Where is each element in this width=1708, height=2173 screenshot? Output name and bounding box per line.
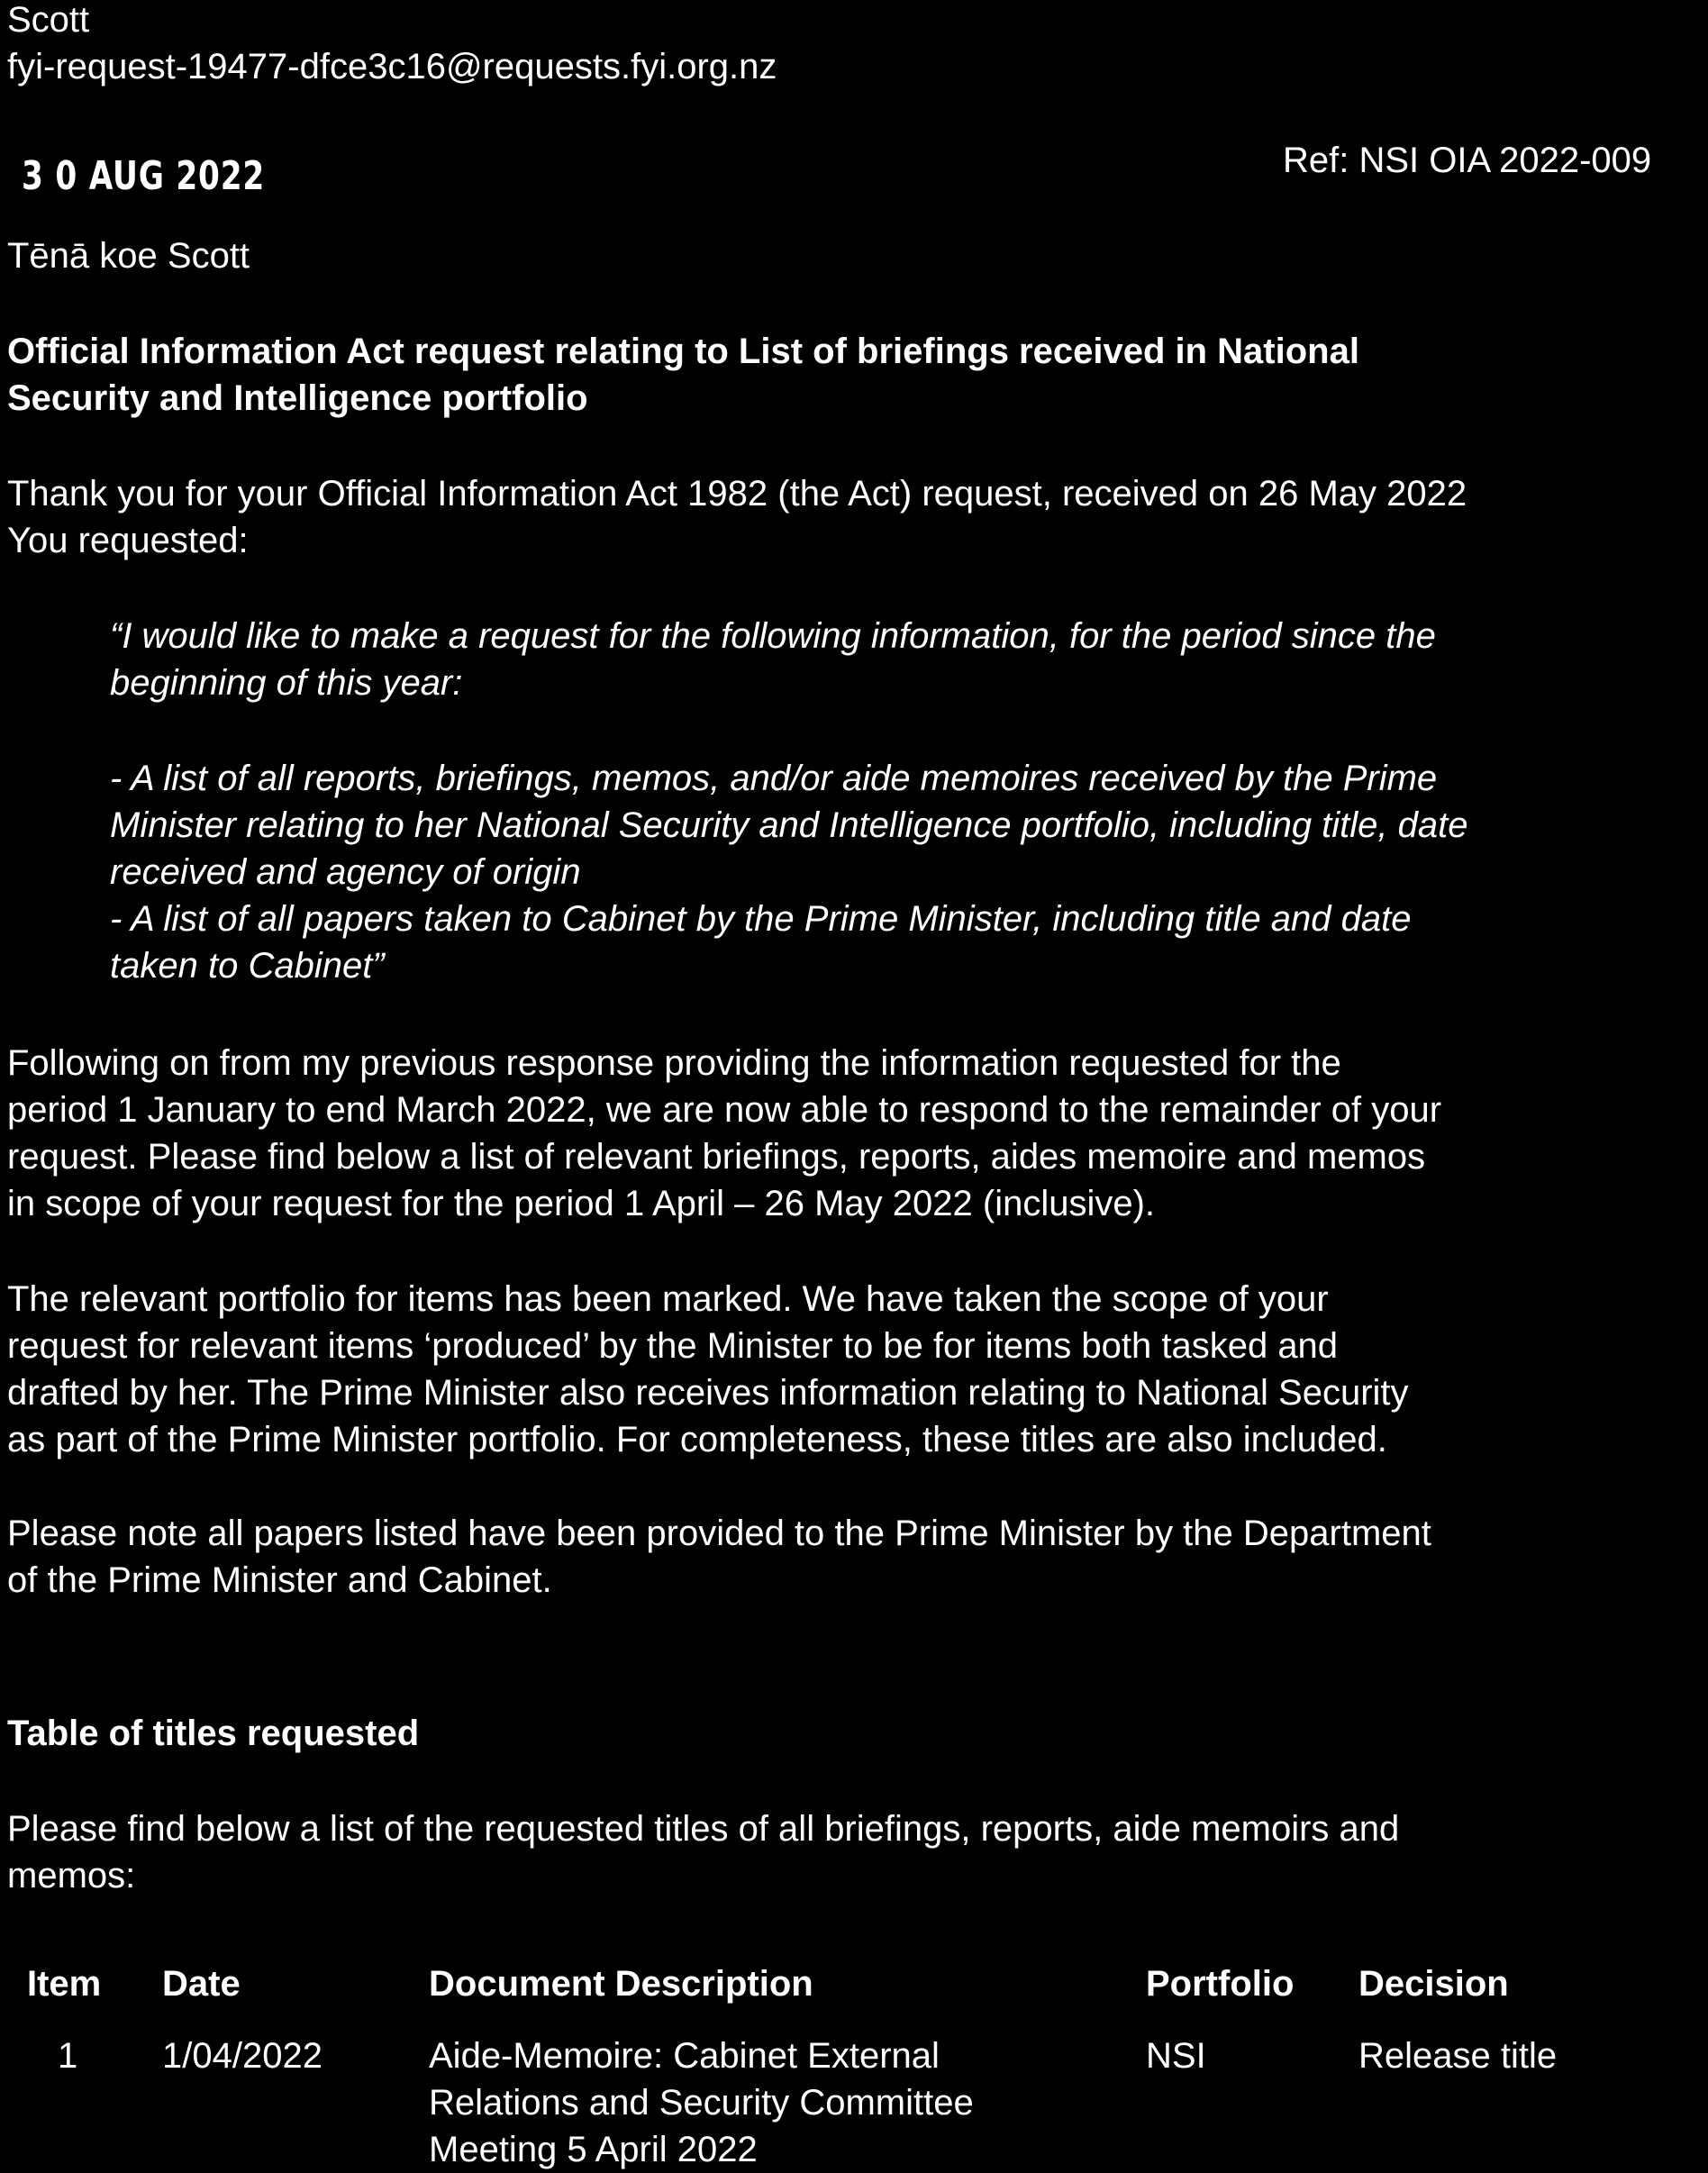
row-description-line-2: Relations and Security Committee bbox=[429, 2083, 974, 2123]
reference-number: Ref: NSI OIA 2022-009 bbox=[1283, 141, 1652, 180]
row-decision: Release title bbox=[1358, 2036, 1558, 2076]
recipient-email: fyi-request-19477-dfce3c16@requests.fyi.org.nz bbox=[7, 47, 777, 86]
quote-line-5: received and agency of origin bbox=[110, 852, 581, 892]
table-intro bbox=[7, 1805, 1701, 1899]
row-portfolio: NSI bbox=[1146, 2036, 1206, 2076]
table-heading: Table of titles requested bbox=[7, 1714, 420, 1753]
table-intro-line-2: memos: bbox=[7, 1856, 136, 1896]
portfolio-line-2: request for relevant items ‘produced’ by the Minister to be for items both tasked and bbox=[7, 1326, 1339, 1366]
quote-line-1: “I would like to make a request for the following information, for the period since the bbox=[110, 616, 1436, 656]
header-date: Date bbox=[162, 1964, 241, 2004]
subject-line-2: Security and Intelligence portfolio bbox=[7, 378, 588, 418]
header-decision: Decision bbox=[1358, 1964, 1509, 2004]
row-description-line-3: Meeting 5 April 2022 bbox=[429, 2130, 758, 2169]
quote-line-3: - A list of all reports, briefings, memos, and/or aide memoires received by the Prime bbox=[110, 759, 1438, 798]
intro-paragraph bbox=[7, 470, 1701, 564]
following-line-3: request. Please find below a list of relevant briefings, reports, aides memoire and memos bbox=[7, 1137, 1426, 1177]
note-paragraph bbox=[7, 1510, 1701, 1604]
header-description: Document Description bbox=[429, 1964, 813, 2004]
following-paragraph bbox=[7, 1040, 1701, 1227]
following-line-2: period 1 January to end March 2022, we are now able to respond to the remainder of your bbox=[7, 1090, 1442, 1130]
note-line-1: Please note all papers listed have been provided to the Prime Minister by the Department bbox=[7, 1514, 1431, 1553]
quote-line-2: beginning of this year: bbox=[110, 663, 463, 703]
subject-line-1: Official Information Act request relating to List of briefings received in National bbox=[7, 332, 1359, 371]
note-line-2: of the Prime Minister and Cabinet. bbox=[7, 1560, 552, 1600]
quote-line-6: - A list of all papers taken to Cabinet by the Prime Minister, including title and date bbox=[110, 899, 1412, 939]
row-date: 1/04/2022 bbox=[162, 2036, 323, 2076]
following-line-1: Following on from my previous response providing the information requested for the bbox=[7, 1043, 1341, 1083]
greeting: Tēnā koe Scott bbox=[7, 236, 250, 276]
intro-line-2: You requested: bbox=[7, 521, 249, 560]
portfolio-line-3: drafted by her. The Prime Minister also receives information relating to National Security bbox=[7, 1373, 1409, 1413]
recipient-name: Scott bbox=[7, 0, 90, 40]
subject-heading bbox=[7, 328, 1701, 422]
quoted-request-items bbox=[110, 755, 1708, 989]
quoted-request bbox=[110, 613, 1708, 706]
row-description bbox=[429, 2032, 974, 2173]
header-item: Item bbox=[27, 1964, 102, 2004]
row-item: 1 bbox=[58, 2036, 78, 2076]
portfolio-paragraph bbox=[7, 1276, 1701, 1463]
table-intro-line-1: Please find below a list of the requested titles of all briefings, reports, aide memoirs and bbox=[7, 1809, 1400, 1849]
portfolio-line-1: The relevant portfolio for items has been marked. We have taken the scope of your bbox=[7, 1279, 1329, 1319]
date-stamp: 3 0 AUG 2022 bbox=[22, 153, 266, 199]
following-line-4: in scope of your request for the period 1 April – 26 May 2022 (inclusive). bbox=[7, 1184, 1156, 1223]
intro-line-1: Thank you for your Official Information Act 1982 (the Act) request, received on 26 May 2022 bbox=[7, 474, 1467, 514]
quote-line-7: taken to Cabinet” bbox=[110, 946, 385, 986]
quote-line-4: Minister relating to her National Security and Intelligence portfolio, including title, date bbox=[110, 805, 1468, 845]
portfolio-line-4: as part of the Prime Minister portfolio. For completeness, these titles are also included. bbox=[7, 1420, 1387, 1459]
header-portfolio: Portfolio bbox=[1146, 1964, 1295, 2004]
row-description-line-1: Aide-Memoire: Cabinet External bbox=[429, 2036, 940, 2076]
